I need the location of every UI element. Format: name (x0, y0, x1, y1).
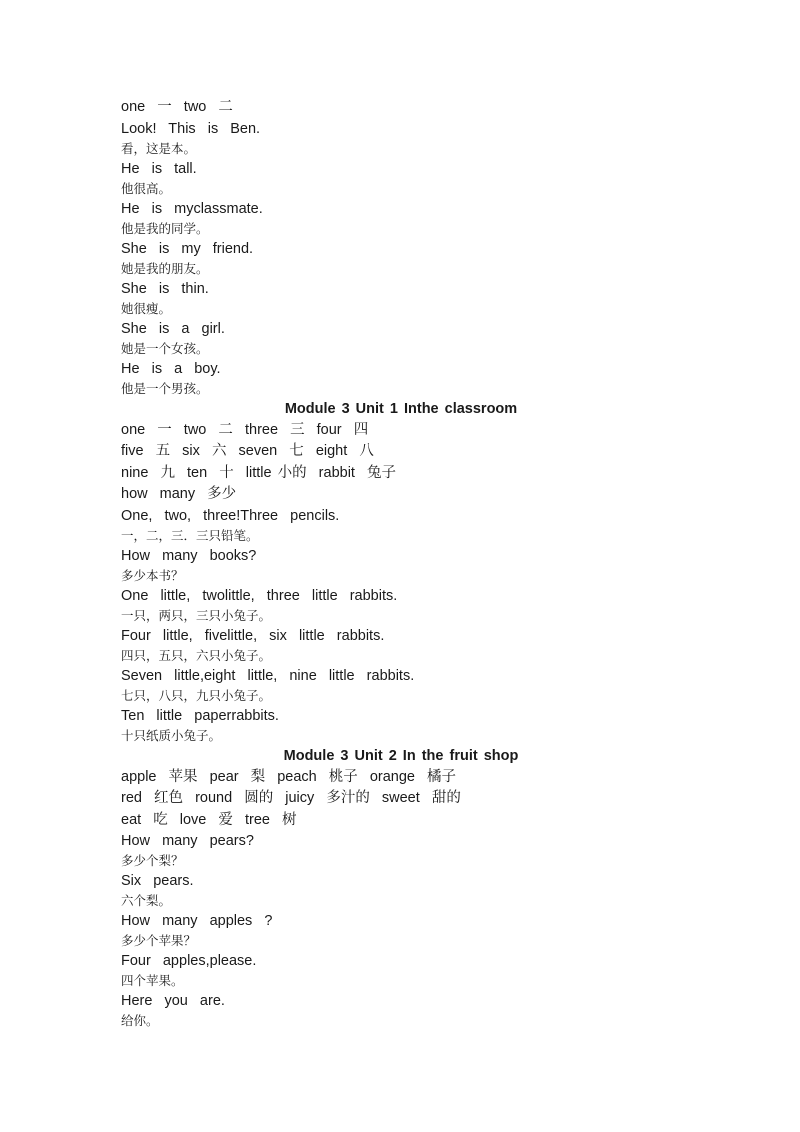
english-sentence: She is my friend. (121, 240, 254, 257)
english-sentence: How many pears? (121, 833, 254, 849)
chinese-translation: 十只纸质小兔子。 (121, 728, 222, 743)
chinese-translation: 给你。 (121, 1014, 159, 1028)
english-sentence: Ten little paperrabbits. (121, 707, 279, 724)
unit2-section (121, 746, 681, 1032)
english-sentence: She is a girl. (121, 320, 225, 337)
chinese-translation: 她是我的朋友。 (121, 261, 209, 276)
chinese-translation: 她很瘦。 (121, 301, 172, 316)
section-heading: Module 3 Unit 2 In the fruit shop (283, 747, 519, 764)
english-sentence: Four apples,please. (121, 953, 257, 969)
english-sentence: Here you are. (121, 993, 225, 1009)
english-sentence: Look! This is Ben. (121, 120, 261, 137)
unit1-section (121, 399, 681, 746)
english-sentence: How many apples ? (121, 913, 273, 929)
chinese-translation: 多少个梨？ (121, 854, 184, 868)
chinese-translation: 一只，两只，三只小兔子。 (121, 608, 272, 623)
vocab-line: apple 苹果 pear 梨 peach 桃子 orange 橘子 (121, 768, 457, 785)
english-sentence: One little, twolittle, three little rabbits. (121, 587, 398, 604)
chinese-translation: 他是我的同学。 (121, 221, 209, 236)
english-sentence: He is tall. (121, 160, 197, 177)
chinese-translation: 多少本书？ (121, 568, 184, 583)
chinese-translation: 四只，五只，六只小兔子。 (121, 648, 272, 663)
vocab-line: five 五 six 六 seven 七 eight 八 (121, 443, 374, 459)
vocab-line: red 红色 round 圆的 juicy 多汁的 sweet 甜的 (121, 790, 461, 806)
english-sentence: How many books? (121, 547, 257, 564)
chinese-translation: 一，二，三．三只铅笔。 (121, 528, 259, 543)
chinese-translation: 看，这是本。 (121, 141, 197, 156)
english-sentence: Four little, fivelittle, six little rabbits. (121, 627, 385, 644)
english-sentence: Six pears. (121, 873, 194, 889)
chinese-translation: 他是一个男孩。 (121, 381, 209, 396)
vocab-line: one 一 two 二 three 三 four 四 (121, 421, 369, 438)
english-sentence: He is myclassmate. (121, 200, 263, 217)
english-sentence: He is a boy. (121, 360, 221, 377)
document-page (121, 97, 681, 1031)
chinese-translation: 七只，八只，九只小兔子。 (121, 688, 272, 703)
chinese-translation: 他很高。 (121, 181, 172, 196)
vocab-line: how many 多少 (121, 486, 237, 502)
chinese-translation: 她是一个女孩。 (121, 341, 209, 356)
english-sentence: Seven little,eight little, nine little rabbits. (121, 667, 415, 684)
chinese-translation: 多少个苹果？ (121, 934, 197, 948)
section-heading: Module 3 Unit 1 Inthe classroom (284, 400, 518, 417)
chinese-translation: 六个梨。 (121, 894, 172, 908)
vocab-line: eat 吃 love 爱 tree 树 (121, 811, 297, 828)
english-sentence: She is thin. (121, 280, 209, 297)
chinese-translation: 四个苹果。 (121, 974, 184, 988)
english-sentence: One, two, three!Three pencils. (121, 507, 340, 524)
vocab-line: one 一 two 二 (121, 99, 233, 115)
vocab-line: nine 九 ten 十 little 小的 rabbit 兔子 (121, 464, 396, 481)
intro-section (121, 97, 681, 399)
